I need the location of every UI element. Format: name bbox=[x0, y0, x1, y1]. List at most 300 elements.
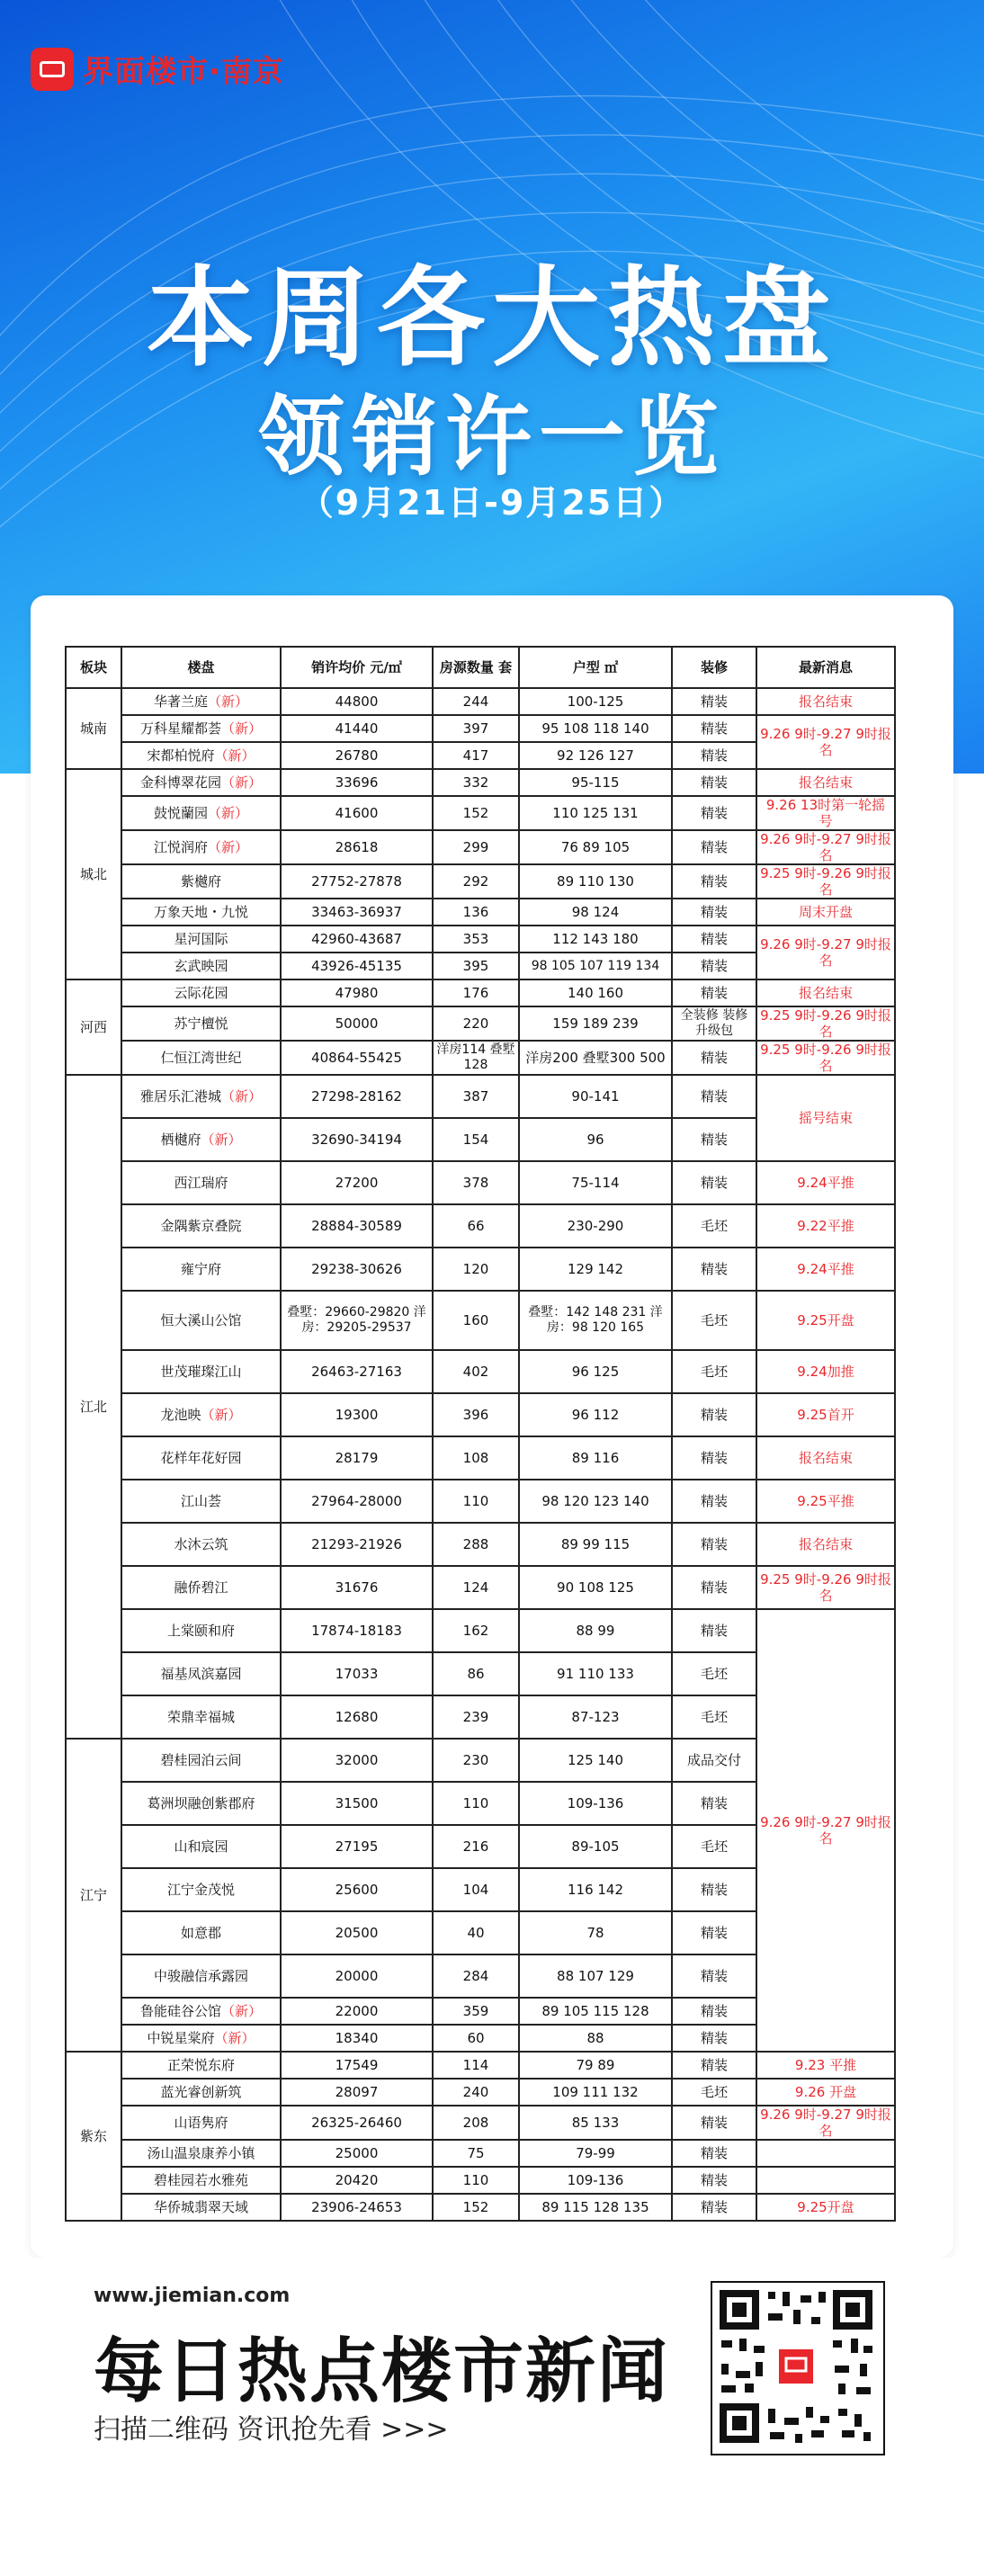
price-cell: 27752-27878 bbox=[281, 864, 433, 899]
price-cell: 20000 bbox=[281, 1954, 433, 1998]
project-cell bbox=[121, 1954, 281, 1998]
units-cell: 洋房114 叠墅128 bbox=[433, 1041, 519, 1075]
header-decoration: 装修 bbox=[672, 647, 756, 688]
project-name: 上棠颐和府 bbox=[166, 1623, 235, 1639]
price-cell: 32000 bbox=[281, 1739, 433, 1782]
project-cell bbox=[121, 742, 281, 769]
decoration-cell: 精装 bbox=[672, 1118, 756, 1161]
price-cell: 33463-36937 bbox=[281, 899, 433, 926]
units-cell: 299 bbox=[433, 830, 519, 864]
header-price: 销许均价 元/㎡ bbox=[281, 647, 433, 688]
decoration-cell: 毛坯 bbox=[672, 1350, 756, 1393]
project-cell bbox=[121, 2194, 281, 2221]
new-badge: （新） bbox=[221, 774, 263, 791]
units-cell: 152 bbox=[433, 2194, 519, 2221]
units-cell: 154 bbox=[433, 1118, 519, 1161]
project-name: 融侨碧江 bbox=[174, 1579, 228, 1596]
layout-cell: 129 142 bbox=[519, 1248, 672, 1291]
price-cell: 22000 bbox=[281, 1998, 433, 2025]
news-cell: 9.25 9时-9.26 9时报名 bbox=[756, 1041, 895, 1075]
decoration-cell: 精装 bbox=[672, 864, 756, 899]
layout-cell: 78 bbox=[519, 1911, 672, 1954]
project-cell bbox=[121, 1436, 281, 1480]
price-cell: 44800 bbox=[281, 688, 433, 715]
project-name: 汤山温泉康养小镇 bbox=[147, 2145, 255, 2161]
layout-cell: 230-290 bbox=[519, 1204, 672, 1248]
layout-cell: 75-114 bbox=[519, 1161, 672, 1204]
layout-cell: 89 105 115 128 bbox=[519, 1998, 672, 2025]
news-cell: 报名结束 bbox=[756, 979, 895, 1006]
layout-cell: 96 bbox=[519, 1118, 672, 1161]
layout-cell: 98 124 bbox=[519, 899, 672, 926]
price-cell: 29238-30626 bbox=[281, 1248, 433, 1291]
price-cell: 47980 bbox=[281, 979, 433, 1006]
price-cell: 41440 bbox=[281, 715, 433, 742]
units-cell: 75 bbox=[433, 2140, 519, 2167]
project-name: 雍宁府 bbox=[180, 1261, 221, 1277]
project-name: 江悦润府 bbox=[153, 839, 208, 855]
layout-cell: 89 99 115 bbox=[519, 1523, 672, 1566]
units-cell: 110 bbox=[433, 1782, 519, 1825]
table-body bbox=[66, 688, 895, 2221]
header-project: 楼盘 bbox=[121, 647, 281, 688]
table-row bbox=[66, 1523, 895, 1566]
decoration-cell: 精装 bbox=[672, 1566, 756, 1609]
layout-cell: 116 142 bbox=[519, 1868, 672, 1911]
layout-cell: 98 120 123 140 bbox=[519, 1480, 672, 1523]
new-badge: （新） bbox=[201, 1407, 242, 1423]
layout-cell: 96 125 bbox=[519, 1350, 672, 1393]
district-cell: 紫东 bbox=[66, 2052, 121, 2221]
layout-cell: 96 112 bbox=[519, 1393, 672, 1436]
project-cell bbox=[121, 1652, 281, 1695]
permit-table bbox=[65, 646, 896, 2222]
layout-cell: 100-125 bbox=[519, 688, 672, 715]
district-cell: 城北 bbox=[66, 769, 121, 979]
layout-cell: 79-99 bbox=[519, 2140, 672, 2167]
decoration-cell: 毛坯 bbox=[672, 1695, 756, 1739]
project-cell bbox=[121, 1393, 281, 1436]
table-row bbox=[66, 1161, 895, 1204]
table-row bbox=[66, 1291, 895, 1350]
decoration-cell: 毛坯 bbox=[672, 1204, 756, 1248]
project-cell bbox=[121, 688, 281, 715]
layout-cell: 109-136 bbox=[519, 2167, 672, 2194]
price-cell: 28097 bbox=[281, 2079, 433, 2106]
price-cell: 28179 bbox=[281, 1436, 433, 1480]
project-cell bbox=[121, 1350, 281, 1393]
page-title: 本周各大热盘 bbox=[147, 256, 837, 381]
project-cell bbox=[121, 1609, 281, 1652]
price-cell: 50000 bbox=[281, 1006, 433, 1041]
project-cell bbox=[121, 715, 281, 742]
decoration-cell: 精装 bbox=[672, 953, 756, 979]
units-cell: 176 bbox=[433, 979, 519, 1006]
price-cell: 25600 bbox=[281, 1868, 433, 1911]
price-cell: 28884-30589 bbox=[281, 1204, 433, 1248]
units-cell: 288 bbox=[433, 1523, 519, 1566]
district-cell: 河西 bbox=[66, 979, 121, 1075]
table-row bbox=[66, 769, 895, 796]
price-cell: 叠墅：29660-29820 洋房：29205-29537 bbox=[281, 1291, 433, 1350]
table-row bbox=[66, 2194, 895, 2221]
price-cell: 23906-24653 bbox=[281, 2194, 433, 2221]
project-cell bbox=[121, 2052, 281, 2079]
price-cell: 27298-28162 bbox=[281, 1075, 433, 1118]
units-cell: 332 bbox=[433, 769, 519, 796]
news-cell: 9.24平推 bbox=[756, 1248, 895, 1291]
units-cell: 40 bbox=[433, 1911, 519, 1954]
layout-cell: 89 115 128 135 bbox=[519, 2194, 672, 2221]
layout-cell: 112 143 180 bbox=[519, 926, 672, 953]
table-row bbox=[66, 899, 895, 926]
project-name: 鲁能硅谷公馆 bbox=[139, 2003, 221, 2019]
project-name: 如意郡 bbox=[180, 1925, 221, 1941]
news-cell: 9.25开盘 bbox=[756, 2194, 895, 2221]
layout-cell: 109-136 bbox=[519, 1782, 672, 1825]
project-name: 中锐星棠府 bbox=[147, 2030, 215, 2046]
layout-cell: 95-115 bbox=[519, 769, 672, 796]
project-name: 花样年花好园 bbox=[160, 1450, 242, 1466]
new-badge: （新） bbox=[201, 1131, 242, 1148]
footer-subline: 扫描二维码 资讯抢先看 >>> bbox=[94, 2414, 449, 2446]
news-cell: 报名结束 bbox=[756, 688, 895, 715]
layout-cell: 89 110 130 bbox=[519, 864, 672, 899]
news-cell: 9.26 9时-9.27 9时报名 bbox=[756, 1609, 895, 2052]
decoration-cell: 精装 bbox=[672, 2167, 756, 2194]
project-name: 金科博翠花园 bbox=[139, 774, 221, 791]
project-cell bbox=[121, 979, 281, 1006]
project-cell bbox=[121, 953, 281, 979]
project-name: 山语隽府 bbox=[174, 2115, 228, 2131]
units-cell: 395 bbox=[433, 953, 519, 979]
price-cell: 19300 bbox=[281, 1393, 433, 1436]
layout-cell: 110 125 131 bbox=[519, 796, 672, 830]
new-badge: （新） bbox=[221, 1088, 263, 1105]
decoration-cell: 精装 bbox=[672, 830, 756, 864]
project-name: 葛洲坝融创紫郡府 bbox=[147, 1795, 255, 1811]
decoration-cell: 精装 bbox=[672, 979, 756, 1006]
price-cell: 26325-26460 bbox=[281, 2106, 433, 2140]
news-cell bbox=[756, 2140, 895, 2167]
layout-cell: 89-105 bbox=[519, 1825, 672, 1868]
project-cell bbox=[121, 2167, 281, 2194]
units-cell: 402 bbox=[433, 1350, 519, 1393]
project-cell bbox=[121, 1782, 281, 1825]
units-cell: 104 bbox=[433, 1868, 519, 1911]
new-badge: （新） bbox=[214, 2030, 255, 2046]
brand-logo bbox=[31, 47, 284, 91]
project-name: 碧桂园若水雅苑 bbox=[153, 2172, 248, 2188]
district-cell: 城南 bbox=[66, 688, 121, 769]
table-row bbox=[66, 1566, 895, 1609]
site-url[interactable]: www.jiemian.com bbox=[94, 2285, 291, 2307]
price-cell: 27200 bbox=[281, 1161, 433, 1204]
project-cell bbox=[121, 1695, 281, 1739]
table-row bbox=[66, 688, 895, 715]
project-name: 玄武映园 bbox=[174, 958, 228, 974]
project-cell bbox=[121, 1204, 281, 1248]
decoration-cell: 精装 bbox=[672, 1998, 756, 2025]
price-cell: 20500 bbox=[281, 1911, 433, 1954]
project-cell bbox=[121, 1118, 281, 1161]
project-cell bbox=[121, 2079, 281, 2106]
decoration-cell: 毛坯 bbox=[672, 1825, 756, 1868]
price-cell: 31500 bbox=[281, 1782, 433, 1825]
project-name: 万象天地・九悦 bbox=[153, 904, 248, 920]
units-cell: 108 bbox=[433, 1436, 519, 1480]
layout-cell: 98 105 107 119 134 bbox=[519, 953, 672, 979]
decoration-cell: 精装 bbox=[672, 899, 756, 926]
table-row bbox=[66, 1609, 895, 1652]
project-name: 恒大溪山公馆 bbox=[160, 1312, 242, 1328]
project-name: 江宁金茂悦 bbox=[166, 1882, 235, 1898]
news-cell: 报名结束 bbox=[756, 1436, 895, 1480]
district-cell: 江北 bbox=[66, 1075, 121, 1739]
layout-cell: 159 189 239 bbox=[519, 1006, 672, 1041]
decoration-cell: 精装 bbox=[672, 2194, 756, 2221]
units-cell: 239 bbox=[433, 1695, 519, 1739]
layout-cell: 90-141 bbox=[519, 1075, 672, 1118]
new-badge: （新） bbox=[208, 693, 249, 710]
news-cell: 9.26 9时-9.27 9时报名 bbox=[756, 2106, 895, 2140]
project-name: 华著兰庭 bbox=[153, 693, 208, 710]
decoration-cell: 精装 bbox=[672, 2106, 756, 2140]
layout-cell: 76 89 105 bbox=[519, 830, 672, 864]
table-row bbox=[66, 2079, 895, 2106]
units-cell: 396 bbox=[433, 1393, 519, 1436]
project-name: 雅居乐汇港城 bbox=[139, 1088, 221, 1105]
header-news: 最新消息 bbox=[756, 647, 895, 688]
brand-icon bbox=[31, 48, 74, 91]
decoration-cell: 精装 bbox=[672, 1868, 756, 1911]
units-cell: 387 bbox=[433, 1075, 519, 1118]
price-cell: 32690-34194 bbox=[281, 1118, 433, 1161]
units-cell: 152 bbox=[433, 796, 519, 830]
project-cell bbox=[121, 1523, 281, 1566]
news-cell: 9.24加推 bbox=[756, 1350, 895, 1393]
units-cell: 284 bbox=[433, 1954, 519, 1998]
project-name: 碧桂园泊云间 bbox=[160, 1752, 242, 1768]
units-cell: 160 bbox=[433, 1291, 519, 1350]
table-row bbox=[66, 2052, 895, 2079]
decoration-cell: 全装修 装修升级包 bbox=[672, 1006, 756, 1041]
units-cell: 230 bbox=[433, 1739, 519, 1782]
project-name: 金隅紫京叠院 bbox=[160, 1218, 242, 1234]
project-name: 苏宁檀悦 bbox=[174, 1015, 228, 1032]
project-name: 蓝光睿创新筑 bbox=[160, 2084, 242, 2100]
table-row bbox=[66, 926, 895, 953]
units-cell: 208 bbox=[433, 2106, 519, 2140]
decoration-cell: 精装 bbox=[672, 1523, 756, 1566]
footer-slogan: 每日热点楼市新闻 bbox=[94, 2331, 670, 2412]
price-cell: 27195 bbox=[281, 1825, 433, 1868]
project-cell bbox=[121, 1161, 281, 1204]
new-badge: （新） bbox=[221, 720, 263, 737]
table-row bbox=[66, 1393, 895, 1436]
project-name: 荣鼎幸福城 bbox=[166, 1709, 235, 1725]
units-cell: 66 bbox=[433, 1204, 519, 1248]
qr-code[interactable] bbox=[711, 2281, 885, 2455]
layout-cell: 88 bbox=[519, 2025, 672, 2052]
price-cell: 42960-43687 bbox=[281, 926, 433, 953]
price-cell: 40864-55425 bbox=[281, 1041, 433, 1075]
project-name: 云际花园 bbox=[174, 985, 228, 1001]
table-row bbox=[66, 864, 895, 899]
project-name: 栖樾府 bbox=[160, 1131, 201, 1148]
project-name: 福基凤滨嘉园 bbox=[160, 1666, 242, 1682]
project-name: 宋都柏悦府 bbox=[147, 747, 215, 764]
layout-cell: 89 116 bbox=[519, 1436, 672, 1480]
price-cell: 12680 bbox=[281, 1695, 433, 1739]
units-cell: 136 bbox=[433, 899, 519, 926]
layout-cell: 109 111 132 bbox=[519, 2079, 672, 2106]
units-cell: 378 bbox=[433, 1161, 519, 1204]
project-cell bbox=[121, 1075, 281, 1118]
news-cell: 9.25开盘 bbox=[756, 1291, 895, 1350]
project-name: 万科星耀都荟 bbox=[139, 720, 221, 737]
price-cell: 27964-28000 bbox=[281, 1480, 433, 1523]
price-cell: 25000 bbox=[281, 2140, 433, 2167]
decoration-cell: 精装 bbox=[672, 1911, 756, 1954]
news-cell: 9.25 9时-9.26 9时报名 bbox=[756, 1006, 895, 1041]
decoration-cell: 精装 bbox=[672, 715, 756, 742]
news-cell: 报名结束 bbox=[756, 1523, 895, 1566]
decoration-cell: 精装 bbox=[672, 1041, 756, 1075]
news-cell bbox=[756, 2167, 895, 2194]
decoration-cell: 精装 bbox=[672, 1248, 756, 1291]
price-cell: 41600 bbox=[281, 796, 433, 830]
project-name: 华侨城翡翠天域 bbox=[153, 2199, 248, 2215]
news-cell: 9.25 9时-9.26 9时报名 bbox=[756, 864, 895, 899]
units-cell: 359 bbox=[433, 1998, 519, 2025]
layout-cell: 140 160 bbox=[519, 979, 672, 1006]
layout-cell: 88 107 129 bbox=[519, 1954, 672, 1998]
decoration-cell: 精装 bbox=[672, 1609, 756, 1652]
decoration-cell: 精装 bbox=[672, 742, 756, 769]
table-row bbox=[66, 1248, 895, 1291]
project-name: 江山荟 bbox=[180, 1493, 221, 1509]
project-name: 仁恒江湾世纪 bbox=[160, 1050, 242, 1066]
price-cell: 17033 bbox=[281, 1652, 433, 1695]
layout-cell: 87-123 bbox=[519, 1695, 672, 1739]
new-badge: （新） bbox=[208, 805, 249, 821]
news-cell: 9.25平推 bbox=[756, 1480, 895, 1523]
news-cell: 9.26 13时第一轮摇号 bbox=[756, 796, 895, 830]
units-cell: 353 bbox=[433, 926, 519, 953]
table-row bbox=[66, 1436, 895, 1480]
layout-cell: 92 126 127 bbox=[519, 742, 672, 769]
units-cell: 162 bbox=[433, 1609, 519, 1652]
project-cell bbox=[121, 926, 281, 953]
news-cell: 摇号结束 bbox=[756, 1075, 895, 1161]
project-cell bbox=[121, 1566, 281, 1609]
decoration-cell: 毛坯 bbox=[672, 2079, 756, 2106]
layout-cell: 叠墅：142 148 231 洋房：98 120 165 bbox=[519, 1291, 672, 1350]
news-cell: 9.23 平推 bbox=[756, 2052, 895, 2079]
units-cell: 417 bbox=[433, 742, 519, 769]
table-row bbox=[66, 2106, 895, 2140]
decoration-cell: 精装 bbox=[672, 1393, 756, 1436]
brand-name: 界面楼市·南京 bbox=[83, 54, 284, 90]
table-row bbox=[66, 2167, 895, 2194]
decoration-cell: 精装 bbox=[672, 796, 756, 830]
price-cell: 21293-21926 bbox=[281, 1523, 433, 1566]
news-cell: 9.26 9时-9.27 9时报名 bbox=[756, 830, 895, 864]
header-district: 板块 bbox=[66, 647, 121, 688]
project-cell bbox=[121, 2025, 281, 2052]
project-cell bbox=[121, 1291, 281, 1350]
project-cell bbox=[121, 864, 281, 899]
news-cell: 9.25 9时-9.26 9时报名 bbox=[756, 1566, 895, 1609]
units-cell: 124 bbox=[433, 1566, 519, 1609]
table-row bbox=[66, 830, 895, 864]
layout-cell: 79 89 bbox=[519, 2052, 672, 2079]
news-cell: 9.22平推 bbox=[756, 1204, 895, 1248]
news-cell: 9.26 9时-9.27 9时报名 bbox=[756, 926, 895, 979]
units-cell: 292 bbox=[433, 864, 519, 899]
layout-cell: 125 140 bbox=[519, 1739, 672, 1782]
page-subtitle: 领销许一览 bbox=[258, 387, 726, 487]
decoration-cell: 成品交付 bbox=[672, 1739, 756, 1782]
project-cell bbox=[121, 1868, 281, 1911]
decoration-cell: 毛坯 bbox=[672, 1652, 756, 1695]
price-cell: 31676 bbox=[281, 1566, 433, 1609]
price-cell: 18340 bbox=[281, 2025, 433, 2052]
news-cell: 报名结束 bbox=[756, 769, 895, 796]
project-cell bbox=[121, 1041, 281, 1075]
table-row bbox=[66, 1075, 895, 1118]
project-cell bbox=[121, 796, 281, 830]
project-name: 鼓悦蘭园 bbox=[153, 805, 208, 821]
layout-cell: 90 108 125 bbox=[519, 1566, 672, 1609]
units-cell: 216 bbox=[433, 1825, 519, 1868]
project-name: 水沐云筑 bbox=[174, 1536, 228, 1552]
decoration-cell: 精装 bbox=[672, 1954, 756, 1998]
price-cell: 20420 bbox=[281, 2167, 433, 2194]
units-cell: 60 bbox=[433, 2025, 519, 2052]
project-cell bbox=[121, 1825, 281, 1868]
project-cell bbox=[121, 899, 281, 926]
table-row bbox=[66, 2140, 895, 2167]
news-cell: 9.24平推 bbox=[756, 1161, 895, 1204]
units-cell: 220 bbox=[433, 1006, 519, 1041]
date-range: （9月21日-9月25日） bbox=[299, 483, 685, 523]
price-cell: 33696 bbox=[281, 769, 433, 796]
news-cell: 9.26 开盘 bbox=[756, 2079, 895, 2106]
decoration-cell: 精装 bbox=[672, 2052, 756, 2079]
project-name: 山和宸园 bbox=[174, 1838, 228, 1855]
news-cell: 9.25首开 bbox=[756, 1393, 895, 1436]
decoration-cell: 精装 bbox=[672, 2140, 756, 2167]
table-row bbox=[66, 1006, 895, 1041]
project-name: 紫樾府 bbox=[180, 873, 221, 890]
district-cell: 江宁 bbox=[66, 1739, 121, 2052]
project-name: 正荣悦东府 bbox=[166, 2057, 235, 2073]
layout-cell: 85 133 bbox=[519, 2106, 672, 2140]
units-cell: 120 bbox=[433, 1248, 519, 1291]
news-cell: 周末开盘 bbox=[756, 899, 895, 926]
units-cell: 397 bbox=[433, 715, 519, 742]
decoration-cell: 精装 bbox=[672, 926, 756, 953]
decoration-cell: 精装 bbox=[672, 1075, 756, 1118]
header-units: 房源数量 套 bbox=[433, 647, 519, 688]
new-badge: （新） bbox=[221, 2003, 263, 2019]
price-cell: 28618 bbox=[281, 830, 433, 864]
project-name: 中骏融信承露园 bbox=[153, 1968, 248, 1984]
project-name: 龙池映 bbox=[160, 1407, 201, 1423]
decoration-cell: 毛坯 bbox=[672, 1291, 756, 1350]
